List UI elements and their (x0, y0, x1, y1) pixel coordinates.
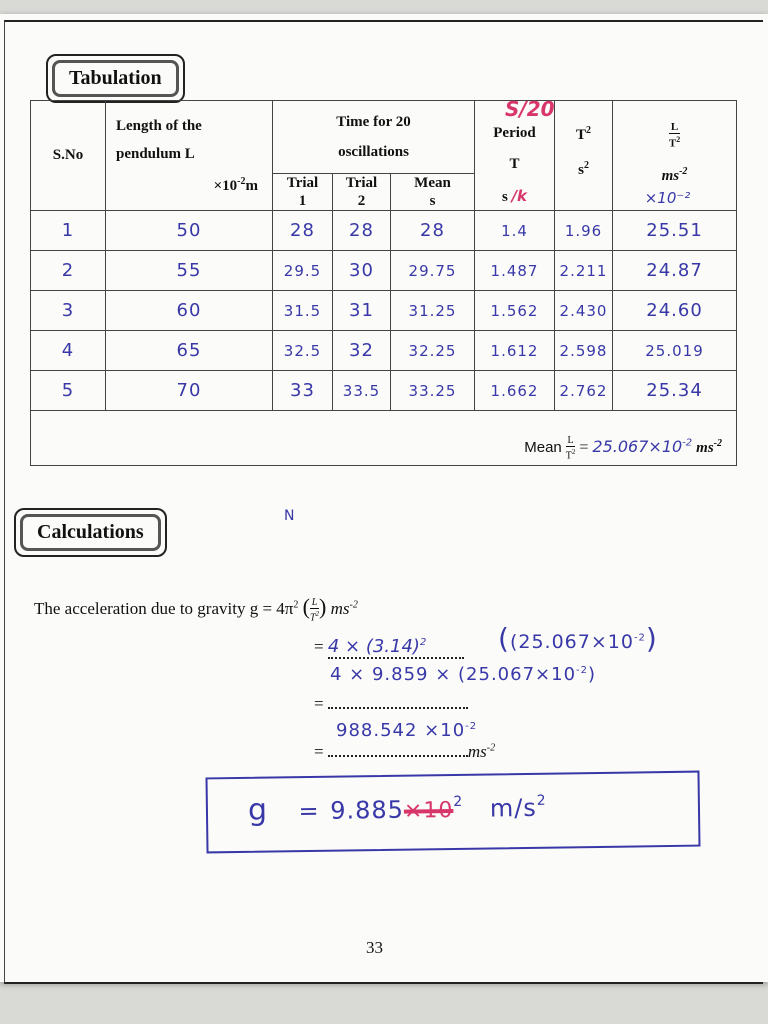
cell-t2: 2.211 (555, 251, 613, 291)
mean-value: $25.067\times 10^{-2}$ (592, 436, 693, 456)
result-box (205, 771, 700, 854)
cell-l-over-t2: 25.019 (613, 331, 737, 371)
cell-sno: 4 (31, 331, 106, 371)
cell-length: 70 (106, 371, 273, 411)
cell-period: 1.612 (475, 331, 555, 371)
result-expression: $g = 9.885\times 10^2$ $m/s^2$ (247, 792, 547, 828)
cell-t2: 2.430 (555, 291, 613, 331)
header-l-over-t2: $\frac{L}{T^2}$ $ms^{-2}$ ×10⁻² (613, 101, 737, 211)
worksheet-page (0, 14, 768, 982)
calc-step-3: = $ms^{-2}$ (314, 742, 496, 761)
cell-l-over-t2: 25.34 (613, 371, 737, 411)
calc-step-1: = $4 \times (3.14)^2$ (314, 636, 464, 659)
cell-trial2: 33.5 (333, 371, 391, 411)
tabulation-heading-box (46, 54, 185, 103)
cell-mean: 32.25 (391, 331, 475, 371)
calculations-heading-box (14, 508, 167, 557)
calc-step-2-value: $4 \times 9.859 \times (25.067\times 10^{-2})$ (330, 664, 597, 685)
calc-step-1-bracket: ($(25.067\times 10^{-2})$ (498, 622, 658, 655)
table-row (31, 251, 737, 291)
cell-trial1: 31.5 (273, 291, 333, 331)
margin-mark: N (284, 508, 296, 524)
cell-t2: 2.762 (555, 371, 613, 411)
cell-period: 1.662 (475, 371, 555, 411)
cell-l-over-t2: 24.87 (613, 251, 737, 291)
cell-mean: 28 (391, 211, 475, 251)
result-struck-text: ×10 (403, 797, 454, 824)
cell-length: 50 (106, 211, 273, 251)
cell-mean: 29.75 (391, 251, 475, 291)
gravity-formula: The acceleration due to gravity $g = 4\pi^2$ ( $\frac{L}{T^2}$ ) $ms^{-2}$ (34, 594, 358, 624)
cell-t2: 1.96 (555, 211, 613, 251)
lt2-multiplier-note: ×10⁻² (644, 188, 691, 207)
period-note-bottom: /k (511, 187, 528, 205)
cell-l-over-t2: 24.60 (613, 291, 737, 331)
header-trial2: Trial 2 (333, 174, 391, 211)
cell-sno: 2 (31, 251, 106, 291)
mean-row-cell: Mean $\frac{L}{T^2}$ = $25.067\times 10^{-2}$ $ms^{-2}$ (31, 411, 737, 466)
calc-step-2: = (314, 694, 468, 714)
cell-period: 1.487 (475, 251, 555, 291)
header-time: Time for 20 oscillations (273, 101, 475, 174)
tabulation-heading: Tabulation (52, 60, 179, 97)
cell-trial2: 31 (333, 291, 391, 331)
table-row (31, 331, 737, 371)
header-t2: $T^2$ $s^2$ (555, 101, 613, 211)
cell-trial2: 28 (333, 211, 391, 251)
calc-step-1-value: $4 \times (3.14)^2$ (328, 636, 464, 659)
cell-length: 55 (106, 251, 273, 291)
cell-trial2: 30 (333, 251, 391, 291)
header-length: Length of the pendulum L $\times 10^{-2}m$ (106, 101, 273, 211)
cell-l-over-t2: 25.51 (613, 211, 737, 251)
table-header-row (31, 101, 737, 174)
table-row (31, 211, 737, 251)
cell-trial1: 29.5 (273, 251, 333, 291)
header-trial1: Trial 1 (273, 174, 333, 211)
header-sno: S.No (31, 101, 106, 211)
cell-t2: 2.598 (555, 331, 613, 371)
calculations-heading: Calculations (20, 514, 161, 551)
mean-unit: $ms^{-2}$ (696, 437, 723, 456)
cell-period: 1.562 (475, 291, 555, 331)
cell-length: 65 (106, 331, 273, 371)
calc-step-3-value: $988.542 \times 10^{-2}$ (336, 720, 478, 741)
cell-mean: 33.25 (391, 371, 475, 411)
table-mean-row (31, 411, 737, 466)
cell-sno: 3 (31, 291, 106, 331)
cell-period: 1.4 (475, 211, 555, 251)
header-mean: Mean s (391, 174, 475, 211)
cell-sno: 1 (31, 211, 106, 251)
tabulation-table (30, 97, 737, 466)
period-note-top: S/20 (505, 97, 555, 121)
cell-trial1: 28 (273, 211, 333, 251)
table-row (31, 371, 737, 411)
cell-mean: 31.25 (391, 291, 475, 331)
cell-trial2: 32 (333, 331, 391, 371)
header-period: S/20 Period T s /k (475, 101, 555, 211)
table-row (31, 291, 737, 331)
cell-trial1: 32.5 (273, 331, 333, 371)
page-number: 33 (366, 938, 383, 957)
cell-trial1: 33 (273, 371, 333, 411)
cell-sno: 5 (31, 371, 106, 411)
cell-length: 60 (106, 291, 273, 331)
